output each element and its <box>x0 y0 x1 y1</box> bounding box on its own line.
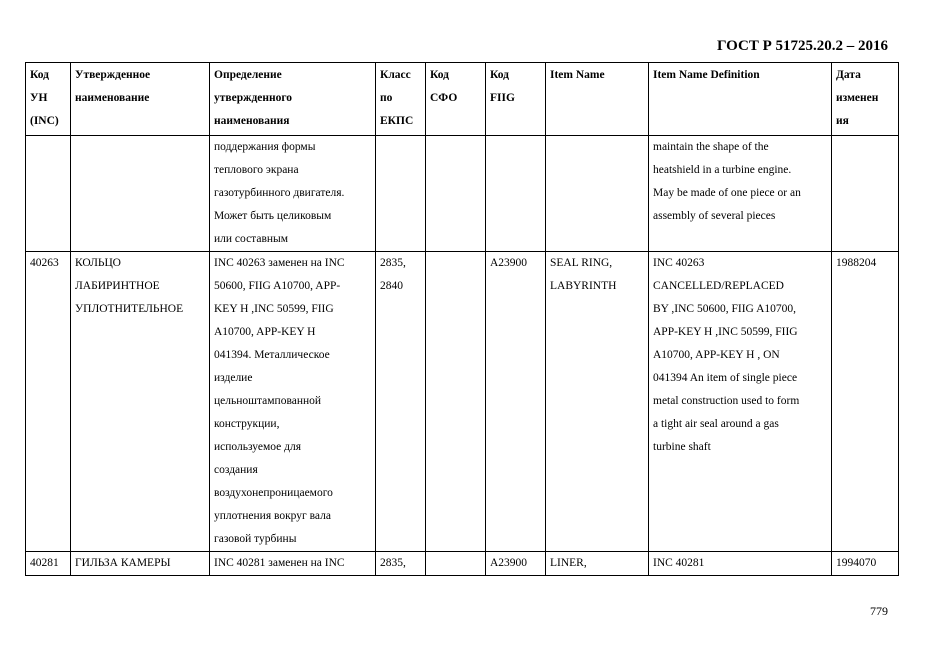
column-approved-name-header <box>71 63 210 136</box>
approved-name-cell <box>71 552 210 576</box>
change-date-cell <box>832 252 899 552</box>
header-line: СФО <box>430 92 458 104</box>
item-name-cell <box>546 552 649 576</box>
column-item-name-header <box>546 63 649 136</box>
definition-ru-cell <box>210 136 376 252</box>
column-sfo-header <box>426 63 486 136</box>
cell-line: INC 40281 заменен на INC <box>214 557 345 569</box>
cell-line: цельноштампованной <box>214 395 322 407</box>
item-name-definition-cell <box>649 252 832 552</box>
fiig-cell <box>486 552 546 576</box>
cell-line: ГИЛЬЗА КАМЕРЫ <box>75 557 171 569</box>
header-line: ЕКПС <box>380 115 414 127</box>
header-line: УН <box>30 92 48 104</box>
approved-name-cell <box>71 252 210 552</box>
cell-line: 40263 <box>30 257 59 269</box>
inc-cell <box>26 136 71 252</box>
cell-line: используемое для <box>214 441 302 453</box>
header-line: Дата <box>836 69 861 81</box>
header-line: утвержденного <box>214 92 293 104</box>
cell-line: 2835, <box>380 257 406 269</box>
cell-line: 041394 An item of single piece <box>653 372 798 384</box>
column-item-name-definition-header <box>649 63 832 136</box>
cell-line: 2840 <box>380 280 403 292</box>
cell-line: Может быть целиковым <box>214 210 332 222</box>
definition-ru-cell <box>210 552 376 576</box>
cell-line: A10700, APP-KEY H , ON <box>653 349 780 361</box>
cell-line: или составным <box>214 233 289 245</box>
cell-line: 2835, <box>380 557 406 569</box>
cell-line: SEAL RING, <box>550 257 613 269</box>
header-line: FIIG <box>490 92 515 104</box>
cell-line: 40281 <box>30 557 59 569</box>
header-line: Код <box>30 69 50 81</box>
header-line: наименование <box>75 92 150 104</box>
cell-line: КОЛЬЦО <box>75 257 121 269</box>
cell-line: a tight air seal around a gas <box>653 418 779 430</box>
cell-line: INC 40263 <box>653 257 705 269</box>
cell-line: газовой турбины <box>214 533 297 545</box>
sfo-cell <box>426 552 486 576</box>
cell-line: A10700, APP-KEY H <box>214 326 316 338</box>
column-fiig-header <box>486 63 546 136</box>
cell-line: уплотнения вокруг вала <box>214 510 331 522</box>
header-line: Определение <box>214 69 282 81</box>
change-date-cell <box>832 552 899 576</box>
header-line: Код <box>490 69 510 81</box>
cell-line: 1988204 <box>836 257 877 269</box>
cell-line: maintain the shape of the <box>653 141 769 153</box>
cell-line: APP-KEY H ,INC 50599, FIIG <box>653 326 798 338</box>
class-cell <box>376 252 426 552</box>
table-row <box>26 136 899 252</box>
header-line: наименования <box>214 115 290 127</box>
cell-line: LABYRINTH <box>550 280 617 292</box>
item-name-cell <box>546 136 649 252</box>
cell-line: 041394. Металлическое <box>214 349 330 361</box>
table-row <box>26 252 899 552</box>
cell-line: ЛАБИРИНТНОЕ <box>75 280 160 292</box>
fiig-cell <box>486 252 546 552</box>
cell-line: УПЛОТНИТЕЛЬНОЕ <box>75 303 184 315</box>
cell-line: конструкции, <box>214 418 280 430</box>
header-line: Item Name <box>550 69 605 81</box>
class-cell <box>376 552 426 576</box>
sfo-cell <box>426 136 486 252</box>
cell-line: воздухонепроницаемого <box>214 487 333 499</box>
cell-line: BY ,INC 50600, FIIG A10700, <box>653 303 797 315</box>
cell-line: May be made of one piece or an <box>653 187 801 199</box>
sfo-cell <box>426 252 486 552</box>
header-line: изменен <box>836 92 879 104</box>
table-header-row <box>26 63 899 136</box>
cell-line: turbine shaft <box>653 441 711 453</box>
page-number: 779 <box>870 604 888 618</box>
item-name-cell <box>546 252 649 552</box>
column-definition-ru-header <box>210 63 376 136</box>
cell-line: газотурбинного двигателя. <box>214 187 345 199</box>
definition-ru-cell <box>210 252 376 552</box>
cell-line: assembly of several pieces <box>653 210 776 222</box>
item-name-table <box>25 62 899 576</box>
cell-line: теплового экрана <box>214 164 299 176</box>
table-row <box>26 552 899 576</box>
header-line: Утвержденное <box>75 69 151 81</box>
header-line: (INC) <box>30 115 59 127</box>
fiig-cell <box>486 136 546 252</box>
cell-line: KEY H ,INC 50599, FIIG <box>214 303 334 315</box>
cell-line: LINER, <box>550 557 587 569</box>
inc-cell <box>26 552 71 576</box>
cell-line: поддержания формы <box>214 141 316 153</box>
item-name-definition-cell <box>649 136 832 252</box>
header-line: Класс <box>380 69 411 81</box>
item-name-definition-cell <box>649 552 832 576</box>
header-line: ия <box>836 115 849 127</box>
cell-line: metal construction used to form <box>653 395 800 407</box>
inc-cell <box>26 252 71 552</box>
cell-line: 1994070 <box>836 557 877 569</box>
cell-line: INC 40281 <box>653 557 705 569</box>
approved-name-cell <box>71 136 210 252</box>
cell-line: A23900 <box>490 257 528 269</box>
cell-line: CANCELLED/REPLACED <box>653 280 784 292</box>
column-change-date-header <box>832 63 899 136</box>
header-line: Item Name Definition <box>653 69 760 81</box>
column-class-header <box>376 63 426 136</box>
class-cell <box>376 136 426 252</box>
change-date-cell <box>832 136 899 252</box>
document-header: ГОСТ Р 51725.20.2 – 2016 <box>716 38 888 54</box>
cell-line: A23900 <box>490 557 528 569</box>
header-line: Код <box>430 69 450 81</box>
cell-line: 50600, FIIG A10700, APP- <box>214 280 341 292</box>
header-line: по <box>380 92 393 104</box>
column-inc-header <box>26 63 71 136</box>
cell-line: изделие <box>214 372 253 384</box>
cell-line: создания <box>214 464 258 476</box>
cell-line: heatshield in a turbine engine. <box>653 164 792 176</box>
cell-line: INC 40263 заменен на INC <box>214 257 345 269</box>
